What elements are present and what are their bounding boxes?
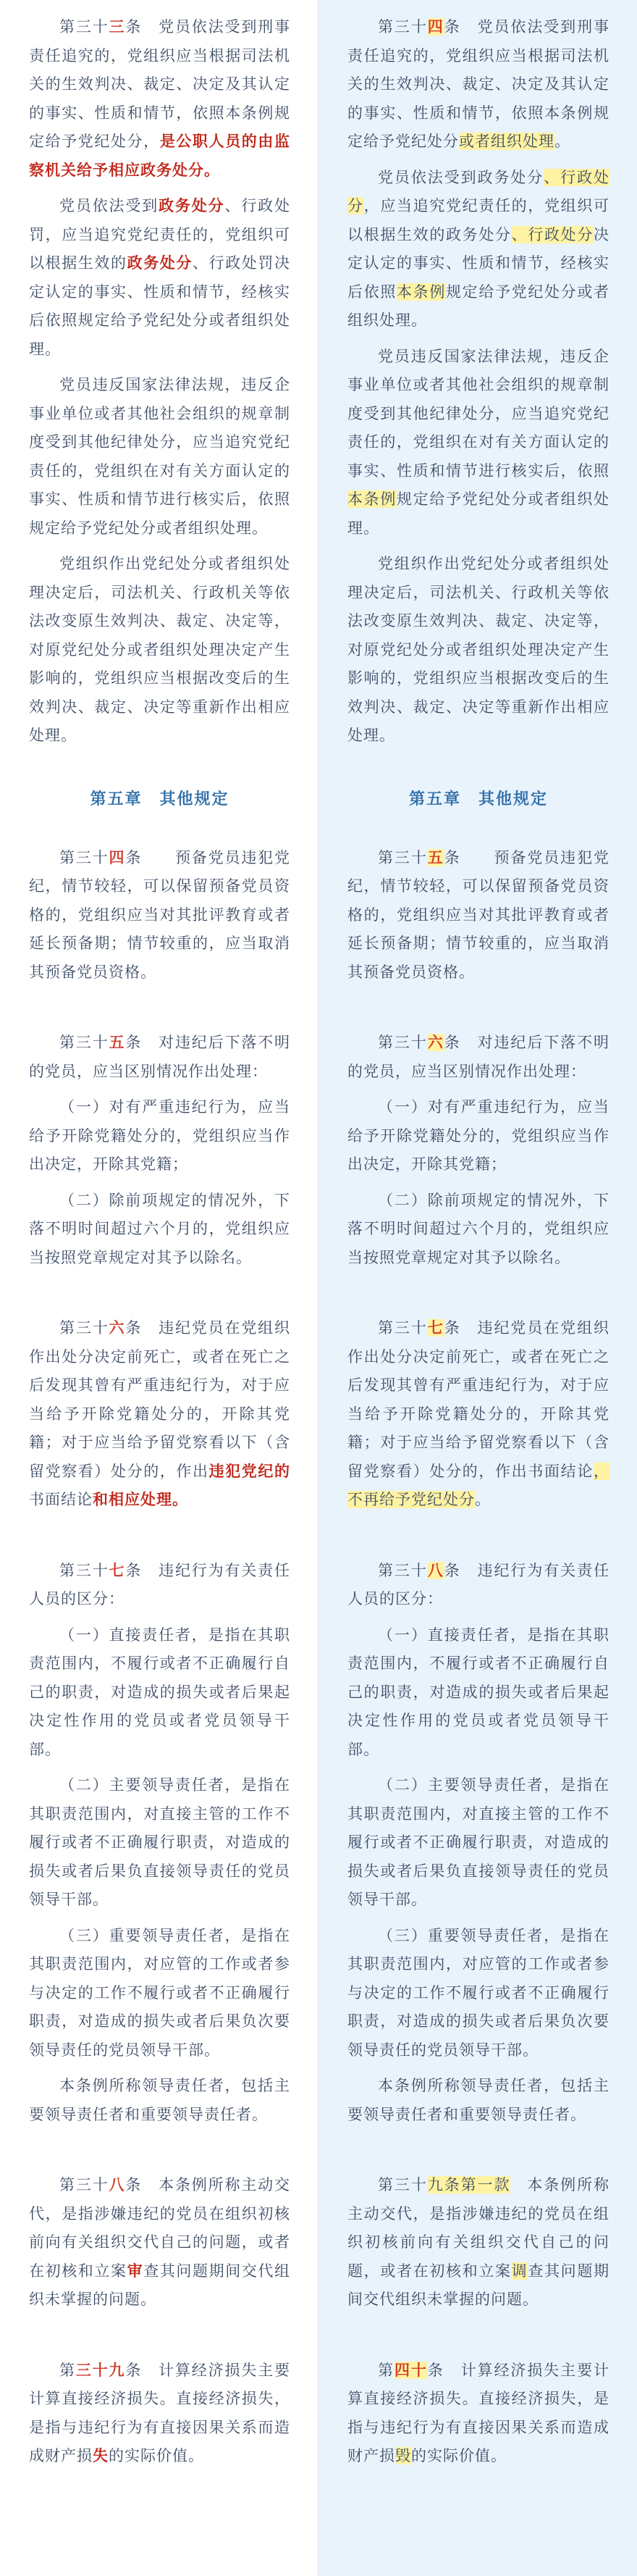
article-33-paragraph-1: 第三十三条 党员依法受到刑事责任追究的，党组织应当根据司法机关的生效判决、裁定、决定及其认定的事实、性质和情节，依照本条例规定给予党纪处分，是公职人员的由监察机关给予相应政务处分。	[29, 18, 291, 179]
article-38-item-4: 本条例所称领导责任者，包括主要领导责任者和重要领导责任者。	[347, 2077, 609, 2123]
article-40: 第四十条 计算经济损失主要计算直接经济损失。直接经济损失，是指与违纪行为有直接因果关系而造成财产损毁的实际价值。	[347, 2361, 610, 2464]
article-38: 第三十八条 本条例所称主动交代，是指涉嫌违纪的党员在组织初核前向有关组织交代自己的问题，或者在初核和立案审查其问题期间交代组织未掌握的问题。	[29, 2176, 291, 2308]
article-35-item-2: （二）除前项规定的情况外，下落不明时间超过六个月的，党组织应当按照党章规定对其予以除名。	[29, 1191, 290, 1266]
article-36: 第三十六条 违纪党员在党组织作出处分决定前死亡，或者在死亡之后发现其曾有严重违纪行为，对于应当给予开除党籍处分的，开除其党籍；对于应当给予留党察看以下（含留党察看）处分的，作出违犯党纪的书面结论和相应处理。	[29, 1319, 291, 1508]
article-37-item-2: （二）主要领导责任者，是指在其职责范围内，对直接主管的工作不履行或者不正确履行职责，对造成的损失或者后果负直接领导责任的党员领导干部。	[29, 1776, 290, 1908]
article-38-item-2: （二）主要领导责任者，是指在其职责范围内，对直接主管的工作不履行或者不正确履行职责，对造成的损失或者后果负直接领导责任的党员领导干部。	[347, 1776, 609, 1908]
article-37-item-1: （一）直接责任者，是指在其职责范围内，不履行或者不正确履行自己的职责，对造成的损失或者后果起决定性作用的党员或者党员领导干部。	[29, 1626, 290, 1758]
new-version-column	[318, 0, 637, 2576]
article-37-item-4: 本条例所称领导责任者，包括主要领导责任者和重要领导责任者。	[29, 2077, 290, 2123]
chapter-heading: 第五章 其他规定	[90, 790, 229, 808]
article-38: 第三十八条 违纪行为有关责任人员的区分：	[347, 1561, 610, 1607]
article-37: 第三十七条 违纪行为有关责任人员的区分：	[29, 1561, 291, 1607]
article-35: 第三十五条 预备党员违犯党纪，情节较轻，可以保留预备党员资格的，党组织应当对其批评教育或者延长预备期；情节较重的，应当取消其预备党员资格。	[347, 848, 610, 981]
article-34-paragraph-1: 第三十四条 党员依法受到刑事责任追究的，党组织应当根据司法机关的生效判决、裁定、决定及其认定的事实、性质和情节，依照本条例规定给予党纪处分或者组织处理。	[347, 18, 610, 150]
article-34-paragraph-2: 党员依法受到政务处分、行政处分，应当追究党纪责任的，党组织可以根据生效的政务处分、行政处分决定认定的事实、性质和情节，经核实后依照本条例规定给予党纪处分或者组织处理。	[347, 168, 610, 329]
article-34-paragraph-4: 党组织作出党纪处分或者组织处理决定后，司法机关、行政机关等依法改变原生效判决、裁定、决定等，对原党纪处分或者组织处理决定产生影响的，党组织应当根据改变后的生效判决、裁定、决定等重新作出相应处理。	[347, 555, 609, 744]
article-35-item-1: （一）对有严重违纪行为，应当给予开除党籍处分的，党组织应当作出决定，开除其党籍；	[29, 1098, 290, 1173]
article-38-item-3: （三）重要领导责任者，是指在其职责范围内，对应管的工作或者参与决定的工作不履行或者不正确履行职责，对造成的损失或者后果负次要领导责任的党员领导干部。	[347, 1926, 609, 2059]
old-version-column	[0, 0, 318, 2576]
article-37: 第三十七条 违纪党员在党组织作出处分决定前死亡，或者在死亡之后发现其曾有严重违纪行为，对于应当给予开除党籍处分的，开除其党籍；对于应当给予留党察看以下（含留党察看）处分的，作出书面结论，不再给予党纪处分。	[347, 1319, 610, 1508]
article-33-paragraph-2: 党员依法受到政务处分、行政处罚，应当追究党纪责任的，党组织可以根据生效的政务处分、行政处罚决定认定的事实、性质和情节，经核实后依照规定给予党纪处分或者组织处理。	[29, 197, 291, 358]
article-36-item-2: （二）除前项规定的情况外，下落不明时间超过六个月的，党组织应当按照党章规定对其予以除名。	[347, 1191, 609, 1266]
article-39: 第三十九条 计算经济损失主要计算直接经济损失。直接经济损失，是指与违纪行为有直接因果关系而造成财产损失的实际价值。	[29, 2361, 291, 2464]
article-36: 第三十六条 对违纪后下落不明的党员，应当区别情况作出处理：	[347, 1034, 610, 1080]
article-39: 第三十九条第一款 本条例所称主动交代，是指涉嫌违纪的党员在组织初核前向有关组织交代自己的问题，或者在初核和立案调查其问题期间交代组织未掌握的问题。	[347, 2176, 610, 2308]
article-34-paragraph-3: 党员违反国家法律法规，违反企事业单位或者其他社会组织的规章制度受到其他纪律处分，应当追究党纪责任的，党组织在对有关方面认定的事实、性质和情节进行核实后，依照本条例规定给予党纪处分或者组织处理。	[347, 347, 609, 537]
article-36-item-1: （一）对有严重违纪行为，应当给予开除党籍处分的，党组织应当作出决定，开除其党籍；	[347, 1098, 609, 1173]
chapter-heading: 第五章 其他规定	[408, 790, 548, 808]
article-34: 第三十四条 预备党员违犯党纪，情节较轻，可以保留预备党员资格的，党组织应当对其批评教育或者延长预备期；情节较重的，应当取消其预备党员资格。	[29, 848, 291, 981]
article-33-paragraph-3: 党员违反国家法律法规，违反企事业单位或者其他社会组织的规章制度受到其他纪律处分，应当追究党纪责任的，党组织在对有关方面认定的事实、性质和情节进行核实后，依照规定给予党纪处分或者组织处理。	[29, 376, 290, 537]
article-33-paragraph-4: 党组织作出党纪处分或者组织处理决定后，司法机关、行政机关等依法改变原生效判决、裁定、决定等，对原党纪处分或者组织处理决定产生影响的，党组织应当根据改变后的生效判决、裁定、决定等重新作出相应处理。	[29, 555, 290, 744]
article-38-item-1: （一）直接责任者，是指在其职责范围内，不履行或者不正确履行自己的职责，对造成的损失或者后果起决定性作用的党员或者党员领导干部。	[347, 1626, 609, 1758]
article-37-item-3: （三）重要领导责任者，是指在其职责范围内，对应管的工作或者参与决定的工作不履行或者不正确履行职责，对造成的损失或者后果负次要领导责任的党员领导干部。	[29, 1926, 290, 2059]
article-35: 第三十五条 对违纪后下落不明的党员，应当区别情况作出处理：	[29, 1034, 291, 1080]
